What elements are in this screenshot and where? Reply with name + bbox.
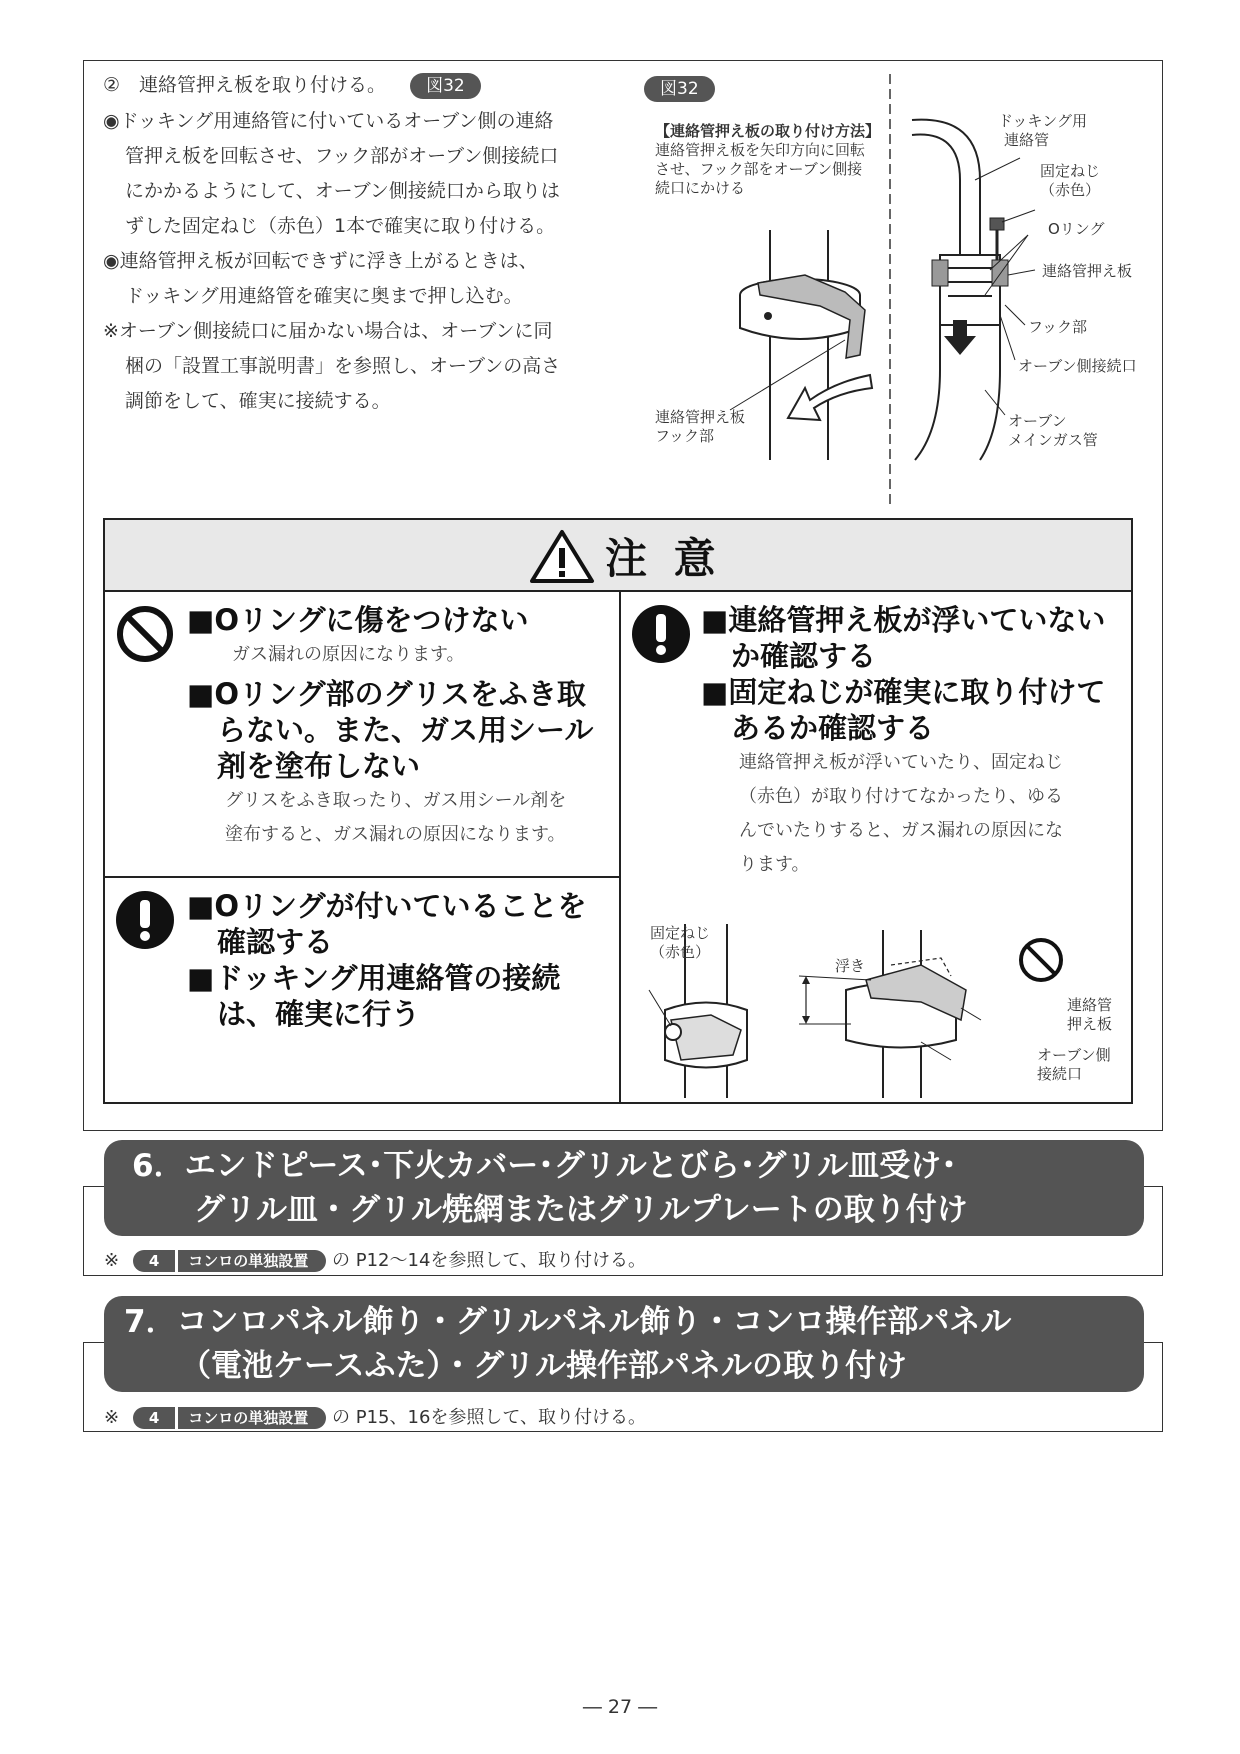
section-6-title xyxy=(104,1140,1144,1236)
caution-box xyxy=(103,518,1133,1104)
step-heading-text: ② 連絡管押え板を取り付ける。 xyxy=(103,74,387,96)
figure-badge: 図32 xyxy=(644,76,715,102)
subtext-line: 塗布すると、ガス漏れの原因になります。 xyxy=(225,824,566,845)
hook-part-label: フック部 xyxy=(1028,318,1087,336)
plate-line: 連絡管 xyxy=(1067,996,1113,1014)
method-line: 連絡管押え板を矢印方向に回転 xyxy=(655,141,866,159)
caution-header xyxy=(105,520,1131,592)
heading-line: は、確実に行う xyxy=(217,997,421,1031)
warning-triangle-icon xyxy=(529,528,595,584)
subtext-line: 連絡管押え板が浮いていたり、固定ねじ xyxy=(739,752,1063,773)
left-top-content xyxy=(187,602,617,852)
screw-line: 固定ねじ xyxy=(1040,162,1101,180)
section-7-title xyxy=(104,1296,1144,1392)
instruction-line: 管押え板を回転させ、フック部がオーブン側接続口 xyxy=(125,145,559,167)
heading-line: ■Oリングが付いていることを xyxy=(187,889,587,923)
screw-line: （赤色） xyxy=(650,943,711,961)
ref-prefix: ※ xyxy=(104,1250,120,1271)
port-callout xyxy=(1037,1046,1111,1084)
plate-line: 押え板 xyxy=(1067,1015,1113,1033)
method-line: 続口にかける xyxy=(655,179,746,197)
left-bottom-content xyxy=(187,888,617,1032)
section-title-line: 7．コンロパネル飾り・グリルパネル飾り・コンロ操作部パネル xyxy=(124,1304,1012,1340)
subtext-line: グリスをふき取ったり、ガス用シール剤を xyxy=(225,790,567,811)
caution-title: 注 意 xyxy=(605,534,722,583)
section-6-reference xyxy=(104,1248,646,1274)
warning-subtext: ガス漏れの原因になります。 xyxy=(232,644,465,665)
step-instructions xyxy=(103,104,613,419)
warning-heading xyxy=(187,676,617,784)
instruction-line: ※オーブン側接続口に届かない場合は、オーブンに同 xyxy=(103,320,553,342)
oven-gas-label xyxy=(1008,412,1098,450)
heading-line: らない。また、ガス用シール xyxy=(217,713,594,747)
ref-prefix: ※ xyxy=(104,1407,120,1428)
instruction-line: 梱の「設置工事説明書」を参照し、オーブンの高さ xyxy=(125,355,561,377)
instruction-line: ◉ドッキング用連絡管に付いているオーブン側の連絡 xyxy=(103,110,554,132)
warning-heading: ■Oリングに傷をつけない xyxy=(187,603,529,637)
subtext-line: （赤色）が取り付けてなかったり、ゆる xyxy=(739,786,1063,807)
oring-label: Oリング xyxy=(1048,220,1105,238)
docking-pipe-line: 連絡管 xyxy=(1004,131,1050,149)
section-7-reference xyxy=(104,1405,646,1431)
section-title-line: （電池ケースふた）・グリル操作部パネルの取り付け xyxy=(180,1348,907,1384)
docking-pipe-line: ドッキング用 xyxy=(998,112,1087,130)
ref-section-link[interactable]: コンロの単独設置 xyxy=(178,1407,326,1429)
mandatory-icon xyxy=(631,604,691,664)
warning-subtext xyxy=(701,746,1126,882)
plate-callout xyxy=(1067,996,1112,1034)
page-number: ― 27 ― xyxy=(582,1696,658,1718)
heading-line: か確認する xyxy=(731,639,877,673)
instruction-line: 調節をして、確実に接続する。 xyxy=(125,390,391,412)
section-title-line: グリル皿・グリル焼網またはグリルプレートの取り付け xyxy=(194,1192,968,1228)
heading-line: 確認する xyxy=(217,925,334,959)
section-title-line: 6．エンドピース･下火カバー･グリルとびら･グリル皿受け･ xyxy=(132,1148,957,1184)
subtext-line: んでいたりすると、ガス漏れの原因にな xyxy=(739,820,1063,841)
float-callout: 浮き xyxy=(835,957,866,975)
oven-gas-line: オーブン xyxy=(1008,412,1067,430)
hook-label xyxy=(655,408,745,446)
fig-ref-badge: 図32 xyxy=(410,73,481,99)
screw-line: （赤色） xyxy=(1040,181,1101,199)
hook-label-line: 連絡管押え板 xyxy=(655,408,746,426)
subtext-line: ります。 xyxy=(739,854,810,875)
method-title: 【連絡管押え板の取り付け方法】 xyxy=(655,122,881,140)
instruction-line: にかかるようにして、オーブン側接続口から取りは xyxy=(125,180,560,202)
mandatory-icon xyxy=(115,890,175,950)
warning-subtext xyxy=(187,784,617,852)
method-line: させ、フック部をオーブン側接 xyxy=(655,160,863,178)
port-line: 接続口 xyxy=(1037,1065,1083,1083)
port-line: オーブン側 xyxy=(1037,1046,1111,1064)
step-heading xyxy=(103,68,481,103)
instruction-line: ずした固定ねじ（赤色）1本で確実に取り付ける。 xyxy=(125,215,556,237)
warning-heading xyxy=(701,602,1126,746)
plate-label: 連絡管押え板 xyxy=(1042,262,1133,280)
ref-section-number: 4 xyxy=(133,1250,175,1272)
oven-port-label: オーブン側接続口 xyxy=(1018,357,1137,375)
prohibited-icon xyxy=(115,604,175,664)
caution-divider-horizontal xyxy=(105,876,620,878)
ref-section-link[interactable]: コンロの単独設置 xyxy=(178,1250,326,1272)
docking-pipe-label xyxy=(998,112,1087,150)
figure-32 xyxy=(640,70,1160,510)
ref-text: の P12〜14を参照して、取り付ける。 xyxy=(332,1250,647,1271)
screw-callout xyxy=(650,924,710,962)
heading-line: あるか確認する xyxy=(731,711,935,745)
instruction-line: ◉連絡管押え板が回転できずに浮き上がるときは、 xyxy=(103,250,538,272)
ref-text: の P15、16を参照して、取り付ける。 xyxy=(332,1407,647,1428)
screw-label xyxy=(1040,162,1100,200)
screw-line: 固定ねじ xyxy=(650,924,711,942)
hook-label-line: フック部 xyxy=(655,427,714,445)
heading-line: 剤を塗布しない xyxy=(217,749,421,783)
heading-line: ■連絡管押え板が浮いていない xyxy=(701,603,1106,637)
right-content xyxy=(701,602,1126,882)
instruction-line: ドッキング用連絡管を確実に奥まで押し込む。 xyxy=(125,285,523,307)
heading-line: ■ドッキング用連絡管の接続 xyxy=(187,961,561,995)
heading-line: ■固定ねじが確実に取り付けて xyxy=(701,675,1106,709)
heading-line: ■Oリング部のグリスをふき取 xyxy=(187,677,586,711)
ref-section-number: 4 xyxy=(133,1407,175,1429)
oven-gas-line: メインガス管 xyxy=(1008,431,1098,449)
